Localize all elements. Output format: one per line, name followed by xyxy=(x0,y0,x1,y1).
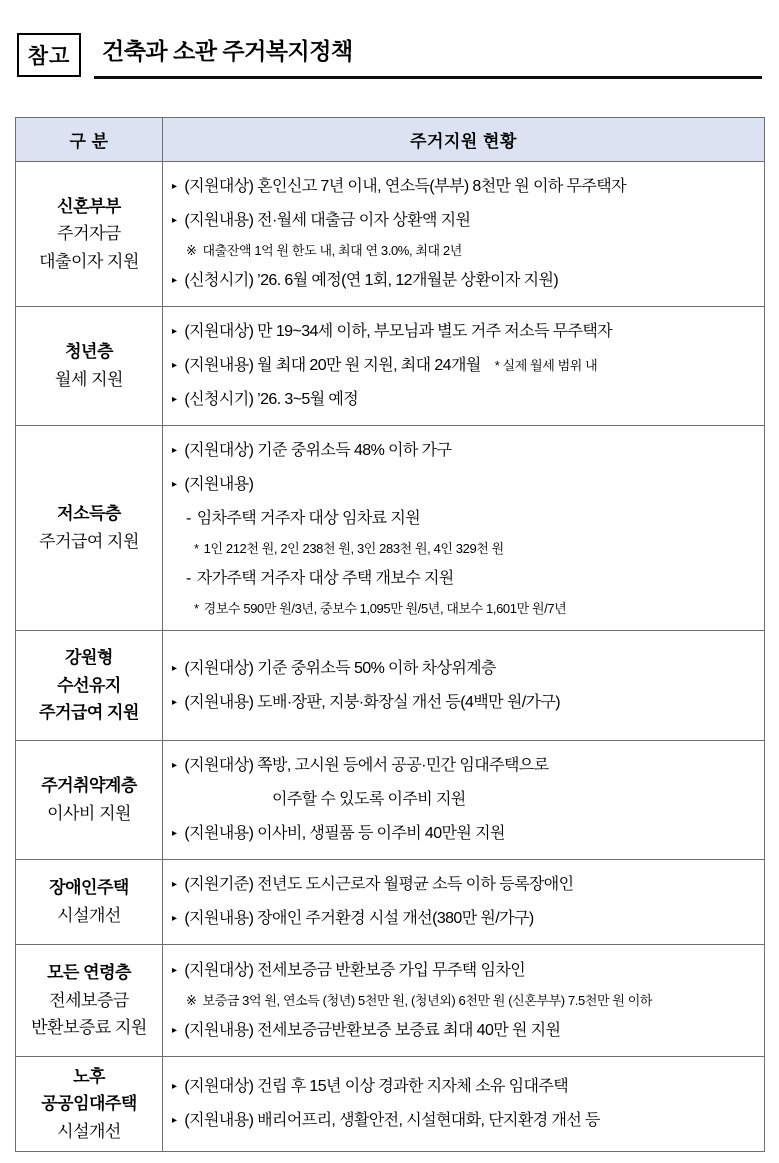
bullet-marker-icon: ▸ xyxy=(172,479,177,490)
detail-line xyxy=(172,1104,758,1138)
doc-header xyxy=(17,33,762,79)
bullet-marker-icon: ▸ xyxy=(172,913,177,924)
bullet-marker-icon: ▸ xyxy=(172,215,177,226)
detail-text: (지원내용) xyxy=(184,476,254,493)
bullet-marker-icon: ▸ xyxy=(172,879,177,890)
detail-line xyxy=(194,596,758,622)
star-marker-icon: * xyxy=(194,541,199,556)
detail-line xyxy=(186,238,758,264)
table-row xyxy=(16,307,765,426)
title-underline-block xyxy=(94,33,762,79)
detail-text: (지원대상) 건립 후 15년 이상 경과한 지자체 소유 임대주택 xyxy=(184,1078,569,1095)
detail-line xyxy=(186,988,758,1014)
category-line: 모든 연령층 xyxy=(47,963,131,983)
category-line: 장애인주택 xyxy=(49,878,129,898)
detail-suffix-note: * 실제 월세 범위 내 xyxy=(494,358,598,373)
detail-text: 보증금 3억 원, 연소득 (청년) 5천만 원, (청년외) 6천만 원 (신혼부부) 7.5천만 원 이하 xyxy=(202,992,653,1008)
category-cell xyxy=(16,1057,163,1152)
detail-line xyxy=(172,652,758,686)
bullet-marker-icon: ▸ xyxy=(172,662,177,674)
details-cell xyxy=(163,860,765,945)
detail-text: (지원내용) 전·월세 대출금 이자 상환액 지원 xyxy=(184,212,471,229)
dash-marker-icon: - xyxy=(186,510,191,527)
star-marker-icon: * xyxy=(194,601,199,616)
detail-text: 대출잔액 1억 원 한도 내, 최대 연 3.0%, 최대 2년 xyxy=(202,243,462,258)
reference-marker-icon: ※ xyxy=(186,992,197,1008)
detail-text: (지원내용) 이사비, 생필품 등 이주비 40만원 지원 xyxy=(184,825,505,842)
detail-text: 1인 212천 원, 2인 238천 원, 3인 283천 원, 4인 329천 원 xyxy=(203,541,504,556)
page-title: 건축과 소관 주거복지정책 xyxy=(102,38,353,64)
detail-text: (지원대상) 만 19~34세 이하, 부모님과 별도 거주 저소득 무주택자 xyxy=(184,323,613,340)
table-row xyxy=(16,860,765,945)
details-cell xyxy=(163,426,765,631)
detail-text: 경보수 590만 원/3년, 중보수 1,095만 원/5년, 대보수 1,601만 원/7년 xyxy=(203,601,567,616)
detail-text: (지원기준) 전년도 도시근로자 월평균 소득 이하 등록장애인 xyxy=(184,876,574,893)
detail-line xyxy=(172,817,758,851)
category-cell xyxy=(16,162,163,307)
detail-text: (지원대상) 쪽방, 고시원 등에서 공공·민간 임대주택으로 xyxy=(184,757,549,774)
detail-line xyxy=(194,536,758,562)
category-line: 대출이자 지원 xyxy=(39,251,139,271)
bullet-marker-icon: ▸ xyxy=(172,445,177,456)
category-line: 노후 xyxy=(73,1066,105,1086)
category-line: 전세보증금 xyxy=(49,990,129,1010)
column-header-category: 구 분 xyxy=(16,118,163,162)
bullet-marker-icon: ▸ xyxy=(172,394,177,405)
detail-line xyxy=(172,868,758,902)
category-line: 신혼부부 xyxy=(57,196,121,216)
bullet-marker-icon: ▸ xyxy=(172,1115,177,1126)
table-header-row xyxy=(16,118,765,162)
category-cell xyxy=(16,426,163,631)
detail-text: (지원내용) 전세보증금반환보증 보증료 최대 40만 원 지원 xyxy=(184,1021,561,1039)
detail-line xyxy=(172,902,758,936)
category-cell xyxy=(16,860,163,945)
detail-line xyxy=(186,502,758,536)
detail-line xyxy=(186,562,758,596)
detail-text: (지원대상) 혼인신고 7년 이내, 연소득(부부) 8천만 원 이하 무주택자 xyxy=(184,178,626,195)
category-line: 청년층 xyxy=(65,342,113,362)
reference-marker-icon: ※ xyxy=(186,243,197,258)
bullet-marker-icon: ▸ xyxy=(172,696,177,708)
detail-line xyxy=(172,468,758,502)
details-cell xyxy=(163,945,765,1057)
detail-line xyxy=(172,434,758,468)
detail-line xyxy=(272,783,758,817)
detail-line xyxy=(172,315,758,349)
category-line: 주거취약계층 xyxy=(41,776,137,796)
detail-line xyxy=(172,749,758,783)
bullet-marker-icon: ▸ xyxy=(172,1081,177,1092)
details-cell xyxy=(163,1057,765,1152)
detail-text: (지원대상) 전세보증금 반환보증 가입 무주택 임차인 xyxy=(184,961,526,979)
category-line: 주거급여 지원 xyxy=(39,532,139,551)
detail-text: 자가주택 거주자 대상 주택 개보수 지원 xyxy=(196,570,454,587)
table-body xyxy=(16,162,765,1152)
details-cell xyxy=(163,741,765,860)
table-row xyxy=(16,945,765,1057)
table-row xyxy=(16,741,765,860)
bullet-marker-icon: ▸ xyxy=(172,760,177,771)
details-cell xyxy=(163,631,765,741)
category-line: 시설개선 xyxy=(57,1121,121,1141)
detail-text: (지원내용) 장애인 주거환경 시설 개선(380만 원/가구) xyxy=(184,910,534,927)
table-header xyxy=(16,118,765,162)
category-line: 공공임대주택 xyxy=(41,1094,137,1114)
detail-text: 이주할 수 있도록 이주비 지원 xyxy=(272,791,466,808)
details-cell xyxy=(163,162,765,307)
category-line: 강원형 xyxy=(65,648,113,668)
category-cell xyxy=(16,631,163,741)
detail-line xyxy=(172,204,758,238)
table-row xyxy=(16,426,765,631)
category-line: 반환보증료 지원 xyxy=(31,1018,147,1038)
category-line: 월세 지원 xyxy=(55,370,123,389)
reference-badge-label: 참고 xyxy=(27,45,71,68)
detail-line xyxy=(172,1014,758,1048)
category-line: 시설개선 xyxy=(57,906,121,925)
bullet-marker-icon: ▸ xyxy=(172,360,177,371)
detail-text: (지원내용) 배리어프리, 생활안전, 시설현대화, 단지환경 개선 등 xyxy=(184,1112,600,1129)
category-line: 이사비 지원 xyxy=(47,804,131,823)
dash-marker-icon: - xyxy=(186,570,191,587)
detail-text: (신청시기) ’26. 6월 예정(연 1회, 12개월분 상환이자 지원) xyxy=(184,272,559,289)
reference-badge xyxy=(17,33,81,77)
details-cell xyxy=(163,307,765,426)
bullet-marker-icon: ▸ xyxy=(172,1024,177,1036)
category-line: 저소득층 xyxy=(57,504,121,524)
table-row xyxy=(16,631,765,741)
category-line: 수선유지 xyxy=(57,675,121,695)
table-row xyxy=(16,1057,765,1152)
category-cell xyxy=(16,741,163,860)
detail-text: (신청시기) ’26. 3~5월 예정 xyxy=(184,391,359,408)
category-line: 주거급여 지원 xyxy=(39,703,139,723)
detail-text: (지원내용) 월 최대 20만 원 지원, 최대 24개월 xyxy=(184,357,481,374)
detail-line xyxy=(172,264,758,298)
detail-line xyxy=(172,349,758,383)
category-cell xyxy=(16,307,163,426)
column-header-status: 주거지원 현황 xyxy=(163,118,765,162)
category-line: 주거자금 xyxy=(57,224,121,244)
table-row xyxy=(16,162,765,307)
document-page xyxy=(0,33,779,1163)
detail-text: (지원내용) 도배·장판, 지붕·화장실 개선 등(4백만 원/가구) xyxy=(184,693,560,711)
detail-text: 임차주택 거주자 대상 임차료 지원 xyxy=(196,510,421,527)
detail-line xyxy=(172,1070,758,1104)
detail-line xyxy=(172,686,758,720)
detail-line xyxy=(172,954,758,988)
bullet-marker-icon: ▸ xyxy=(172,828,177,839)
detail-line xyxy=(172,170,758,204)
detail-line xyxy=(172,383,758,417)
housing-policy-table xyxy=(15,117,765,1152)
category-cell xyxy=(16,945,163,1057)
detail-text: (지원대상) 기준 중위소득 48% 이하 가구 xyxy=(184,442,452,459)
bullet-marker-icon: ▸ xyxy=(172,326,177,337)
detail-text: (지원대상) 기준 중위소득 50% 이하 차상위계층 xyxy=(184,659,496,677)
bullet-marker-icon: ▸ xyxy=(172,275,177,286)
bullet-marker-icon: ▸ xyxy=(172,181,177,192)
bullet-marker-icon: ▸ xyxy=(172,964,177,976)
